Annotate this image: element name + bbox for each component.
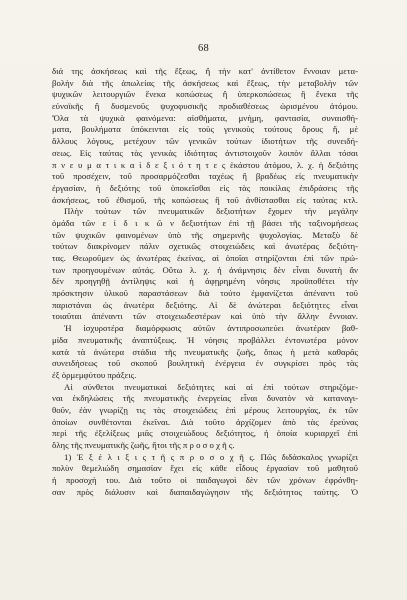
text-line: τούτων διακρίνομεν πάλιν σχετικῶς στοιχειώδεις καὶ ἀνωτέρας δεξιότη- [52,241,358,252]
text-line: βολὴν διὰ τῆς ἀπωλείας τῆς ἀσκήσεως καὶ ἕξεως, τὴν μεταβολὴν τῶν [52,77,358,88]
text-line: ἐξ ὁρμεμφύτου πράξεις. [52,369,137,380]
text-line: ματα, βουλήματα ὑπόκεινται εἰς τοὺς γενικοὺς τούτους ὅρους ἤ, μὲ [52,124,358,135]
text-line: τῶν ψυχικῶν φαινομένων ὑπὸ τῆς σημερινῆς ψυχολογίας. Μεταξὺ δὲ [52,229,358,240]
text-line: πρόσκτησιν ὑλικοῦ παραστάσεων διὰ τούτο ἐμφανίζεται ἀπέναντι τοῦ [52,288,358,299]
text-line: των προηγουμένων αὐτάς. Οὕτω λ. χ. ἡ ἀνάμνησις δὲν εἶναι δυνατὴ ἄν [52,264,358,275]
text-line: σαν πρὸς διάλυσιν καὶ διαπαιδαγώγησιν τῆς δεξιότητος ταύτης. Ὁ [52,486,358,497]
text-line: εὐνοϊκῆς ἢ δυσμενοῦς ψυχοφυσικῆς προδιαθέσεως ὡρισμένου ἀτόμου. [52,101,358,112]
text-line: Ὅλα τὰ ψυχικὰ φαινόμενα: αἰσθήματα, μνήμη, φαντασία, συναισθή- [52,112,358,123]
text-line: Αἱ σύνθετοι πνευματικαὶ δεξιότητες καὶ αἱ ἐπὶ τούτων στηριζόμε- [64,381,358,392]
text-line: π ν ε υ μ α τ ι κ α ὶ δ ε ξ ι ό τ η τ ε ς ἑκάστου ἀτόμου, λ. χ. ἡ δεξιότης [52,159,358,170]
text-line: σεως. Εἰς ταύτας τὰς γενικὰς ἰδιότητας ἀντιστοιχοῦν λοιπὸν ἄλλαι τόσαι [52,147,358,158]
text-line: ψυχικῶν λειτουργιῶν ἕνεκα κοπώσεως ἢ ὑπερκοπώσεως ἢ ἕνεκα τῆς [52,89,358,100]
text-line: μίδα πνευματικῆς ἀναπτύξεως. Ἡ νόησις προβάλλει ἐντονωτέρα μόνον [52,334,358,345]
text-line: συνειδήσεως τοῦ σκοποῦ βουλητικὴ ἐνέργεια ἐν συγκρίσει πρὸς τὰς [52,358,358,369]
text-line: πολὺν θεμελιώδη σημασίαν ἔχει εἰς κάθε εἶδους ἐργασίαν τοῦ μαθητοῦ [52,463,358,474]
text-line: Πλὴν τούτων τῶν πνευματικῶν δεξιοτήτων ἔχομεν τὴν μεγάλην [64,206,358,217]
text-line: τοῦ προσέχειν, τοῦ προσαρμόζεσθαι ταχέως ἢ βραδέως εἰς πνευματικὴν [52,171,358,182]
text-line: ἄλλους λόγους, μετέχουν τῶν γενικῶν τούτων ἰδιοτήτων τῆς συνειδή- [52,136,358,147]
text-line: διά της ἀσκήσεως καὶ τῆς ἕξεως, ἢ τὴν κατ' ἀντίθετον ἔννοιαν μετα- [52,66,358,76]
text-line: κατὰ τὰ ἀνώτερα στάδια τῆς πνευματικῆς ζωῆς, ὅπως ἡ μετὰ καθαρᾶς [52,346,358,357]
text-line: ὁποίων συνθέτονται ἐκεῖναι. Διὰ τοῦτο ἀρχίζομεν ἀπὸ τὰς ἐρεύνας [52,416,358,427]
text-line: ἐργασίαν, ἡ δεξιότης τοῦ ὑποκεῖσθαι εἰς τὰς ποικίλας ἐπιδράσεις τῆς [52,182,358,193]
text-line: ὁμάδα τῶν ε ἰ δ ι κ ῶ ν δεξιοτήτων ἐπὶ τῇ βάσει τῆς ταξινομήσεως [52,217,358,228]
text-line: 1) Ἐ ξ έ λ ι ξ ι ς τ ῆ ς π ρ ο σ ο χ ῆ ς. Πῶς διδάσκαλος γνωρίζει [64,451,358,462]
text-line: ὅλης τῆς πνευματικῆς ζωῆς, ἤτοι τῆς π ρ ο σ ο χ ῆ ς. [52,440,235,450]
text-line: Ἡ ἰσχυροτέρα διαμόρφωσις αὐτῶν ἀντιπροσωπεύει ἀνωτέραν βαθ- [64,323,358,334]
text-line: ἀσκήσεως, τοῦ ἐθισμοῦ, τῆς κοπώσεως ἢ τοῦ ἀνθίστασθαι εἰς ταύτας κτλ. [52,194,358,205]
page-number: 68 [197,43,210,54]
text-line: ἡ προσοχὴ του. Διὰ τοῦτο οἱ παιδαγωγοὶ δὲν τῶν χρόνων ἐφρόνθη- [52,475,358,486]
text-line: δὲν προηγηθῇ ἀντίληψις καὶ ἡ ἀφῃρημένη νόησις προϋποθέτει τὴν [52,276,358,287]
text-line: παριστάναι ὡς ἀνωτέρα δεξιότης. Αἱ δὲ ἀνώτεραι δεξιότητες εἶναι [52,299,358,310]
body-text [52,66,358,498]
text-line: τας. Θεωροῦμεν ὡς ἀνωτέρας ἐκείνας, αἱ ὁποῖαι στηρίζονται ἐπὶ τῶν πρώ- [52,253,358,263]
text-line: τοιαῦται ἀπέναντι τῶν στοιχειωδεστέρων καὶ ὑπὸ τὴν ἄλλην ἔννοιαν. [52,311,358,322]
text-line: θοῦν, ἐὰν γνωρίζῃ τις τὰς στοιχειώδεις ἐπὶ μέρους λειτουργίας, ἐκ τῶν [52,404,358,415]
text-line: ναι ἐκδηλώσεις τῆς πνευματικῆς ἐνεργείας εἶναι δυνατὸν νὰ καταναγι- [52,393,358,404]
text-line: περὶ τῆς ἐξελίξεως μιᾶς στοιχειώδους δεξιότητος, ἡ ὁποία κυριαρχεῖ ἐπὶ [52,428,358,439]
